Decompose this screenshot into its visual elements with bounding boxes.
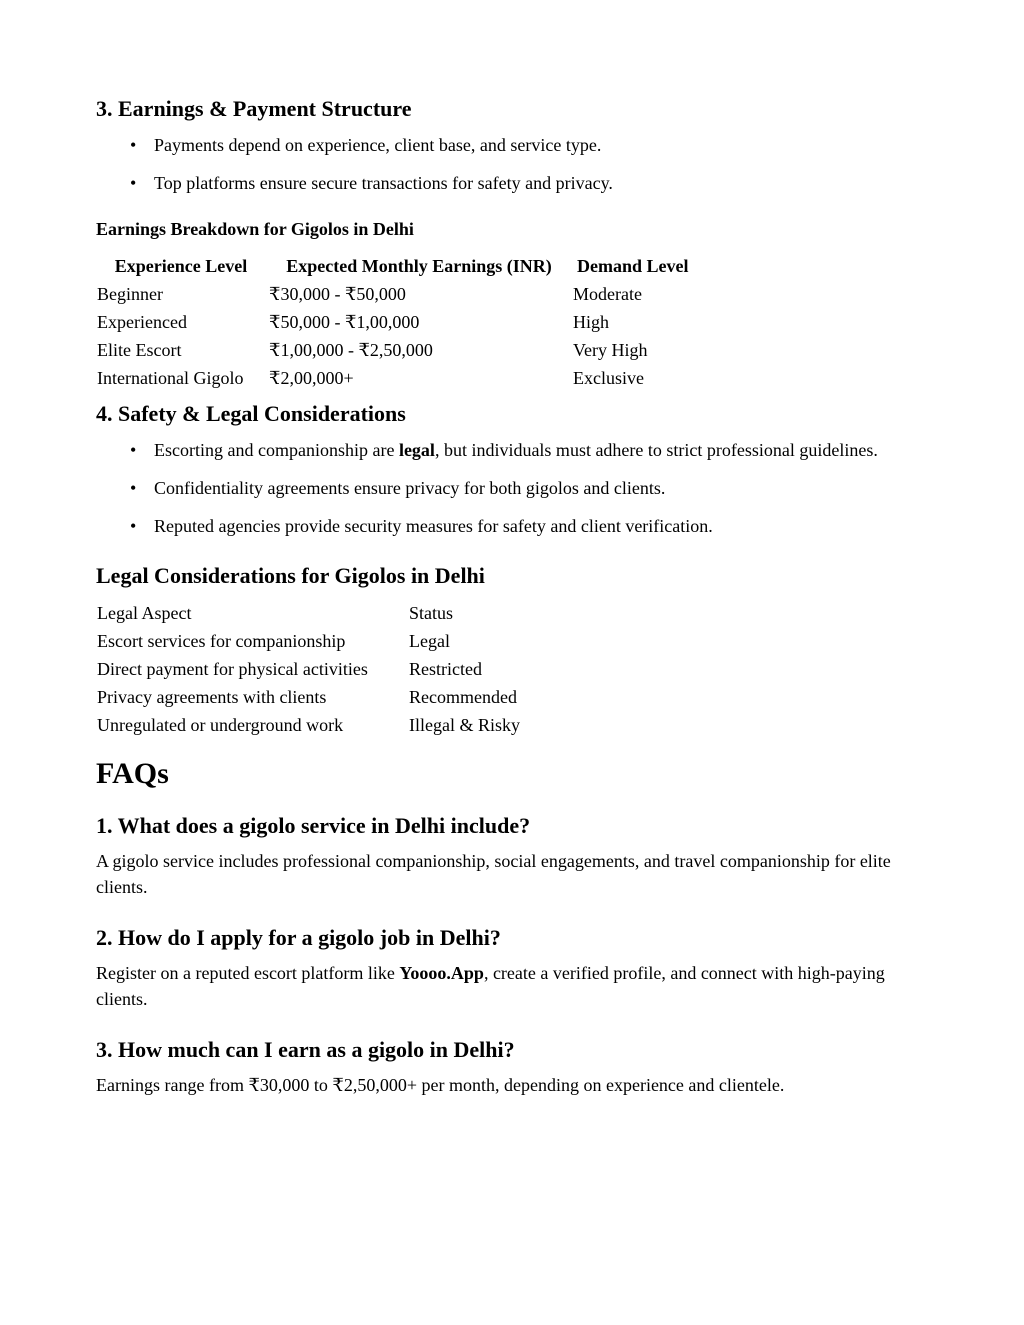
table-cell: Exclusive [573,368,644,388]
table-cell: International Gigolo [97,368,244,388]
safety-bullet-list [96,437,926,539]
list-item: • Top platforms ensure secure transactions for safety and privacy. [154,170,926,196]
table-cell: ₹30,000 - ₹50,000 [269,284,406,304]
faq-answer: Earnings range from ₹30,000 to ₹2,50,000+ per month, depending on experience and clientele. [96,1075,785,1095]
faq-question: 2. How do I apply for a gigolo job in Delhi? [96,925,501,950]
table-row [95,655,522,683]
table-cell: Legal [409,631,450,651]
list-item [154,437,926,463]
legal-table-title: Legal Considerations for Gigolos in Delhi [96,563,485,588]
table-cell: ₹50,000 - ₹1,00,000 [269,312,420,332]
section-heading-earnings-payment: 3. Earnings & Payment Structure [96,96,412,121]
table-row [95,336,695,364]
column-header: Expected Monthly Earnings (INR) [286,256,552,276]
table-cell: Direct payment for physical activities [97,659,368,679]
table-header-row [95,252,695,280]
earnings-table [95,252,695,392]
table-row [95,711,522,739]
table-cell: High [573,312,609,332]
table-cell: Elite Escort [97,340,182,360]
table-cell: Moderate [573,284,642,304]
answer-text: Register on a reputed escort platform like [96,963,400,983]
faq-answer [96,960,926,1012]
list-item: • Reputed agencies provide security measures for safety and client verification. [154,513,926,539]
table-cell: Recommended [409,687,517,707]
table-cell: Privacy agreements with clients [97,687,327,707]
legal-table [95,599,522,739]
document-page [96,0,926,1098]
bold-text: legal [398,440,435,460]
table-cell: ₹2,00,000+ [269,368,354,388]
table-cell: Status [409,603,454,623]
faq-question: 3. How much can I earn as a gigolo in Delhi? [96,1037,515,1062]
table-cell: Escort services for companionship [97,631,346,651]
faqs-heading: FAQs [96,757,169,790]
table-row [95,599,522,627]
table-cell: Experienced [97,312,187,332]
table-row [95,364,695,392]
faq-question: 1. What does a gigolo service in Delhi include? [96,813,531,838]
table-cell: Unregulated or underground work [97,715,344,735]
answer-text: , create a verified profile, and connect with high-paying clients. [96,963,885,1009]
list-item: • Payments depend on experience, client base, and service type. [154,132,926,158]
bold-text: Yoooo.App [399,963,484,983]
column-header: Demand Level [577,256,689,276]
earnings-bullet-list [96,132,926,196]
table-row [95,683,522,711]
table-row [95,308,695,336]
bullet-text: Escorting and companionship are [154,440,399,460]
table-cell: Legal Aspect [97,603,192,623]
table-cell: ₹1,00,000 - ₹2,50,000 [269,340,433,360]
list-item: • Confidentiality agreements ensure privacy for both gigolos and clients. [154,475,926,501]
column-header: Experience Level [114,256,248,276]
section-heading-safety-legal: 4. Safety & Legal Considerations [96,401,406,426]
table-row [95,280,695,308]
table-cell: Beginner [97,284,163,304]
earnings-table-title: Earnings Breakdown for Gigolos in Delhi [96,219,414,239]
faq-answer: A gigolo service includes professional companionship, social engagements, and travel companionship for elite clients. [96,851,891,897]
table-cell: Restricted [409,659,482,679]
bullet-text: , but individuals must adhere to strict professional guidelines. [434,440,878,460]
table-cell: Very High [573,340,648,360]
table-cell: Illegal & Risky [409,715,520,735]
table-row [95,627,522,655]
